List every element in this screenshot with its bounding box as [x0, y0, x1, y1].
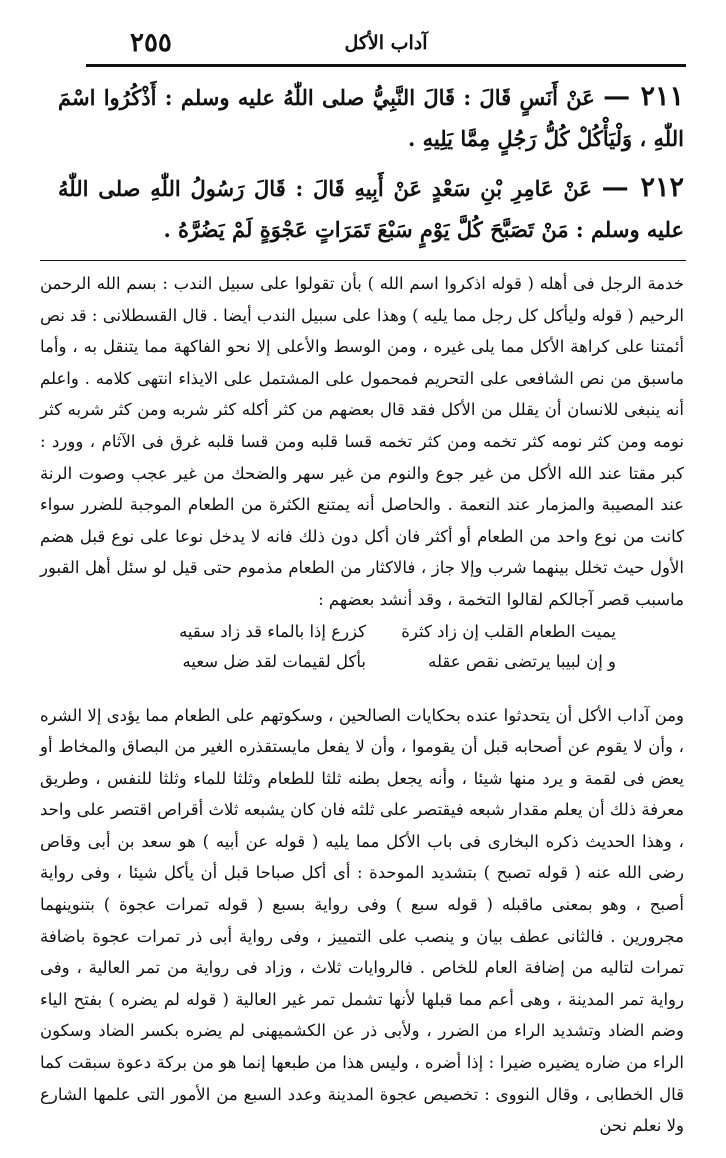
hadith-text: عَنْ عَامِرِ بْنِ سَعْدٍ عَنْ أَبِيهِ قَالَ : قَالَ رَسُولُ اللّٰهِ صلى اللّٰهُ عليه وسلم : مَنْ تَصَبَّحَ كُلَّ يَوْمٍ سَبْعَ تَمَرَاتٍ عَجْوَةٍ لَمْ يَضُرَّهُ .: [58, 176, 684, 242]
commentary-part1: [40, 268, 684, 616]
page-title: آداب الأكل: [344, 32, 428, 54]
page-number: ٢٥٥: [130, 28, 172, 58]
header-rule: [86, 64, 686, 67]
hadith-text: عَنْ أَنَسٍ قَالَ : قَالَ النَّبِيُّ صلى اللّٰهُ عليه وسلم : أَذْكُرُوا اسْمَ اللّٰهِ ، وَلْيَأْكُلْ كُلُّ رَجُلٍ مِمَّا يَلِيهِ .: [58, 85, 684, 151]
commentary-part2: [40, 683, 684, 1158]
hadith-212: [58, 167, 684, 250]
commentary-paragraph: ومن آداب الأكل أن يتحدثوا عنده بحكايات الصالحين ، وسكوتهم على الطعام مما يؤدى إلا الشره ، وأن لا يقوم عن أصحابه قبل أن يقوموا ، وأن لا يفعل مايستقذره الغير من البصاق والمخاط أو يعض فى لقمة و يرد منها شيئا ، وأنه يجعل بطنه ثلثا للطعام وثلثا للماء وثلثا للنفس ، وطريق معرفة ذلك أن يعلم مقدار شبعه فيقتصر على ثلثه فان كان يشبعه ثلاث أقراص اقتصر على واحد ، وهذا الحديث ذكره البخارى فى باب الأكل مما يليه ( قوله عن أبيه ) هو سعد بن أبى وقاص رضى الله عنه ( قوله تصبح ) بتشديد الموحدة : أى أكل صباحا قبل أن يأكل شيئا ، وفى رواية أصبح ، وهو بمعنى ماقبله ( قوله سبع ) وفى رواية بسبع ( قوله تمرات عجوة ) بتنوينهما مجرورين . فالثانى عطف بيان و ينصب على التمييز ، وفى رواية أبى ذر تمرات عجوة باضافة تمرات لتاليه من إضافة العام للخاص . فالروايات ثلاث ، وزاد فى رواية من تمر العالية ، وفى رواية تمر المدينة ، وهى أعم مما قبلها لأنها تشمل تمر غير العالية ( قوله لم يضره ) بفتح الياء وضم الضاد وتشديد الراء من الضرر ، ولأبى ذر عن الكشميهنى لم يضره بكسر الضاد وسكون الراء من ضاره يضيره ضيرا : إذا أضره ، وليس هذا من طبعها إنما هو من بركة دعوة سبقت كما قال الخطابى ، وقال النووى : تخصيص عجوة المدينة وعدد السبع من الأمور التى علمها الشارع ولا نعلم نحن: [40, 705, 684, 1136]
poem-verse: [136, 652, 616, 682]
verse-first-hemistich: يميت الطعام القلب إن زاد كثرة: [401, 622, 616, 641]
commentary-paragraph: خدمة الرجل فى أهله ( قوله اذكروا اسم الله ) بأن تقولوا على سبيل الندب : بسم الله الرحمن الرحيم ( قوله وليأكل كل رجل مما يليه ) وهذا على سبيل الندب أيضا . قال القسطلانى : قد نص أئمتنا على كراهة الأكل مما يلى غيره ، ومن الوسط والأعلى إلا نحو الفاكهة مما يتنقل به ، وأما ماسبق من نص الشافعى على التحريم فمحمول على المشتمل على الايذاء انتهى كلامه . واعلم أنه ينبغى للانسان أن يقلل من الأكل فقد قال بعضهم من كثر أكله كثر شربه ومن كثر شربه كثر نومه ومن كثر نومه كثر تخمه ومن كثر تخمه قسا قلبه ومن قسا قلبه غرق فى الآثام ، وورد : كبر مقتا عند الله الأكل من غير جوع والنوم من غير سهر والضحك من غير عجب وصوت الرنة عند المصيبة والمزمار عند النعمة . والحاصل أنه يمتنع الكثرة من الطعام الموجبة للضرر سواء كانت من نوع واحد من الطعام أو أكثر فان أكل دون ذلك فانه لا يدخل نوعا على نوع قبل هضم الأول حيث تخلل بينهما شرب وإلا جاز ، فالاكثار من الطعام مذموم حتى قيل لو سئل أهل القبور ماسبب قصر آجالكم لقالوا التخمة ، وقد أنشد بعضهم :: [40, 274, 684, 609]
hadith-number: ٢١٢ —: [601, 172, 685, 203]
hadith-number: ٢١١ —: [603, 81, 685, 112]
page-header: [86, 22, 686, 68]
verse-first-hemistich: و إن لبيبا يرتضى نقص عقله: [428, 652, 616, 671]
section-divider: [40, 260, 686, 261]
verse-second-hemistich: كزرع إذا بالماء قد زاد سقيه: [179, 622, 366, 641]
hadith-211: [58, 76, 684, 159]
poem-verse: [136, 622, 616, 652]
verse-second-hemistich: بأكل لقيمات لقد ضل سعيه: [182, 652, 366, 671]
